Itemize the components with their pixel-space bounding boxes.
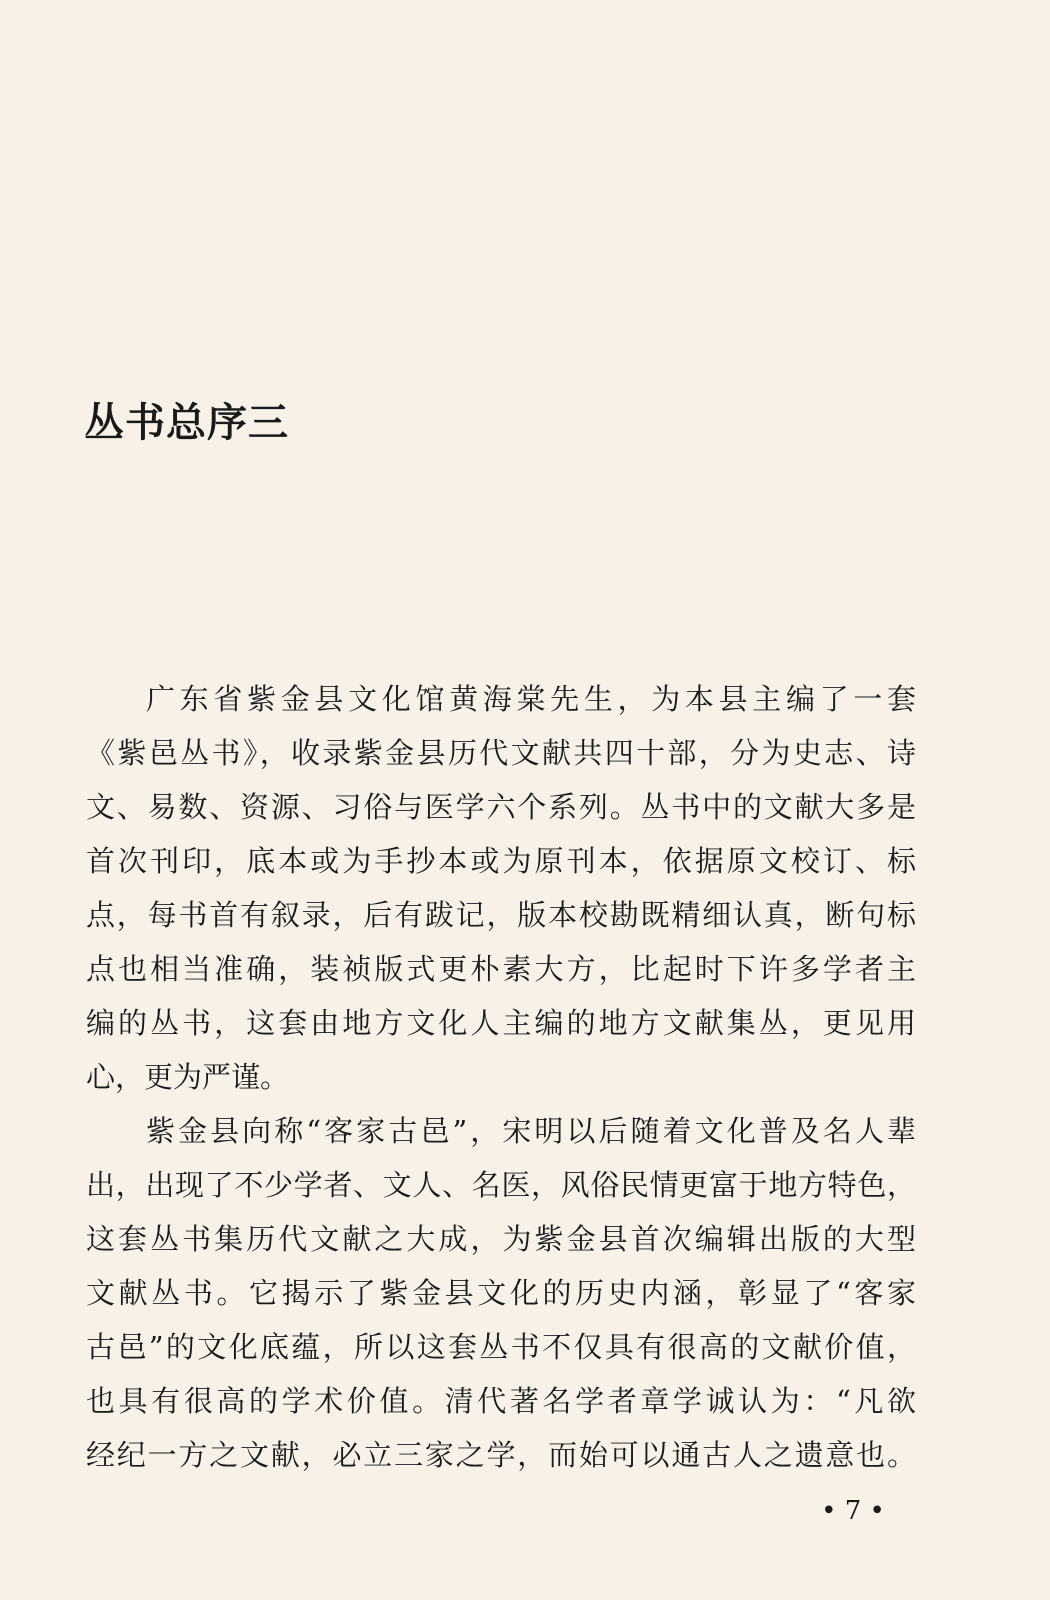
text-line: 也具有很高的学术价值。清代著名学者章学诚认为：“凡欲 [86, 1384, 916, 1418]
text-line: 《紫邑丛书》，收录紫金县历代文献共四十部，分为史志、诗 [86, 736, 916, 770]
text-line: 紫金县向称“客家古邑”，宋明以后随着文化普及名人辈 [146, 1114, 916, 1148]
text-line: 广东省紫金县文化馆黄海棠先生，为本县主编了一套 [146, 682, 916, 716]
page-number: • 7 • [821, 1496, 885, 1526]
body-text [86, 672, 916, 1482]
text-line: 点也相当准确，装祯版式更朴素大方，比起时下许多学者主 [86, 952, 916, 986]
text-line: 文、易数、资源、习俗与医学六个系列。丛书中的文献大多是 [86, 790, 916, 824]
text-line: 这套丛书集历代文献之大成，为紫金县首次编辑出版的大型 [86, 1222, 916, 1256]
text-line: 点，每书首有叙录，后有跋记，版本校勘既精细认真，断句标 [86, 898, 916, 932]
page-title: 丛书总序三 [84, 399, 289, 446]
text-line: 文献丛书。它揭示了紫金县文化的历史内涵，彰显了“客家 [86, 1276, 916, 1310]
text-line: 经纪一方之文献，必立三家之学，而始可以通古人之遗意也。 [86, 1438, 916, 1472]
text-line: 古邑”的文化底蕴，所以这套丛书不仅具有很高的文献价值， [86, 1330, 916, 1364]
text-line: 出，出现了不少学者、文人、名医，风俗民情更富于地方特色， [86, 1168, 916, 1202]
text-line: 心，更为严谨。 [86, 1060, 290, 1094]
text-line: 首次刊印，底本或为手抄本或为原刊本，依据原文校订、标 [86, 844, 916, 878]
text-line: 编的丛书，这套由地方文化人主编的地方文献集丛，更见用 [86, 1006, 916, 1040]
paragraph-1 [86, 672, 916, 1104]
paragraph-2 [86, 1104, 916, 1482]
